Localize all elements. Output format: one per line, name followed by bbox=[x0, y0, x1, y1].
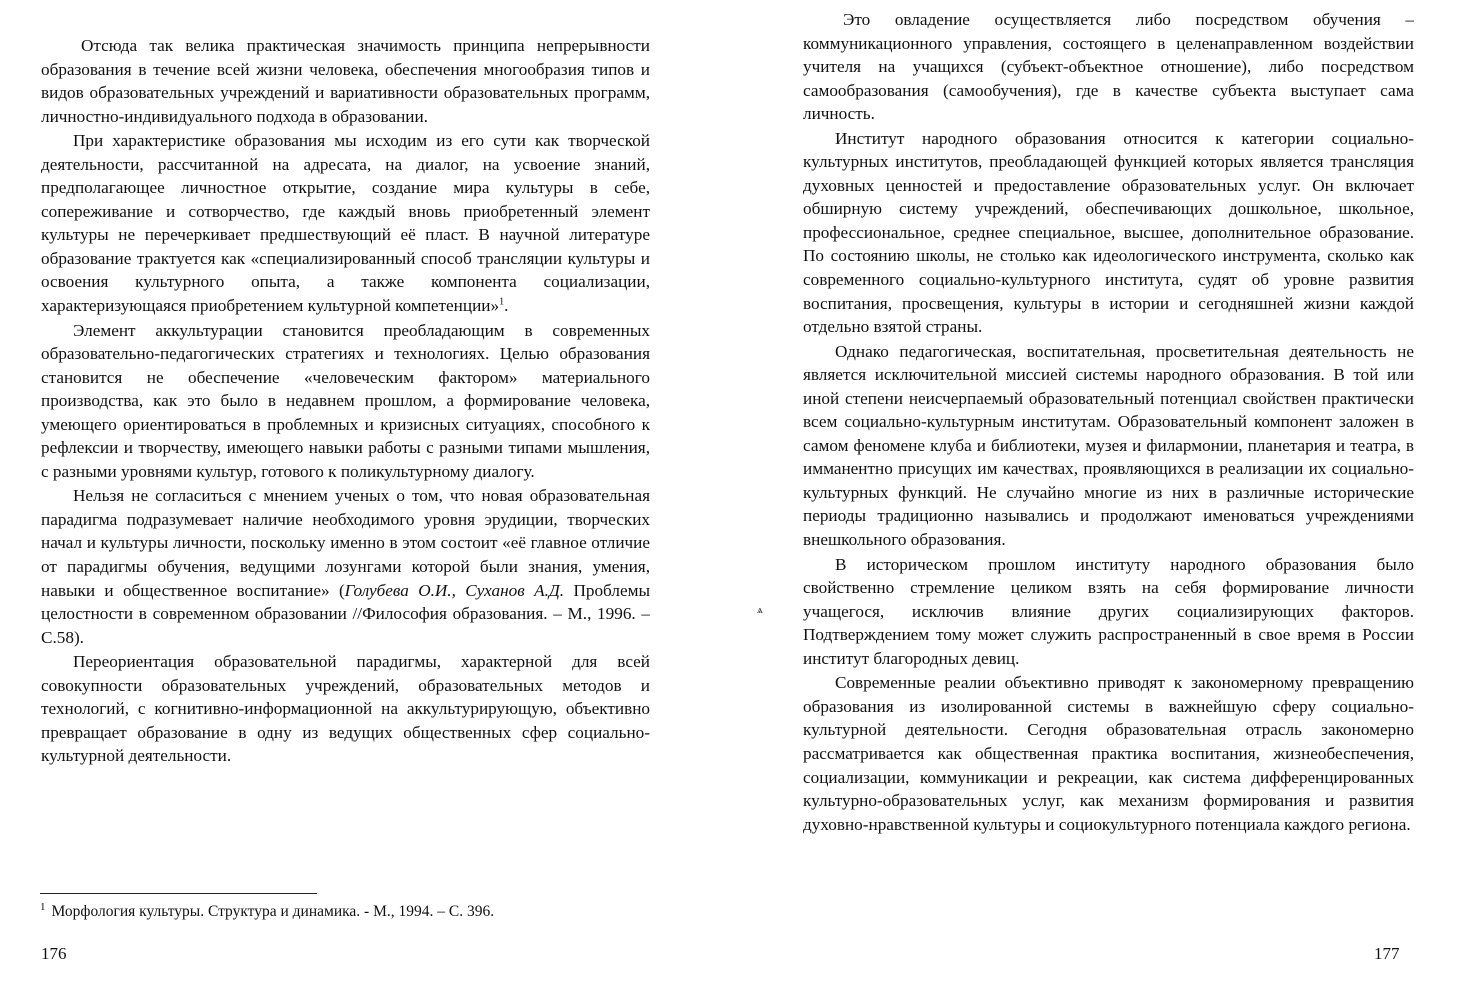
paragraph: Это овладение осуществляется либо посредством обучения – коммуникационного управления, состоящего в целенаправленном воздействии учителя на учащихся (субъект-объектное отношение), либо посредством самообразования (самообучения), где в качестве субъекта выступает сама личность. bbox=[803, 10, 1414, 124]
paragraph-end: . bbox=[504, 296, 509, 316]
right-page bbox=[735, 0, 1469, 985]
page-number: 177 bbox=[1374, 944, 1400, 963]
left-page-body bbox=[41, 34, 650, 769]
paragraph: Однако педагогическая, воспитательная, просветительная деятельность не является исключительной миссией системы народного образования. В той или иной степени неисчерпаемый образовательный потенциал свойствен практически всем социально-культурным институтам. Образовательный компонент заложен в самом феномене клуба и библиотеки, музея и филармонии, планетария и театра, в имманентно присущих им качествах, проявляющихся в реализации их социально-культурных функций. Не случайно многие из них в различные исторические периоды традиционно назывались и продолжают именоваться учреждениями внешкольного образования. bbox=[803, 341, 1414, 550]
paragraph: Нельзя не согласиться с мнением ученых о том, что новая образовательная парадигма подразумевает наличие необходимого уровня эрудиции, творческих начал и культуры личности, поскольку именно в этом состоит «её главное отличие от парадигмы обучения, ведущими лозунгами которой были знания, умения, навыки и общественное воспитание» (Голубева О.И., Суханов А.Д. Проблемы целостности в современном образовании //Философия образования. – М., 1996. – С.58). bbox=[41, 486, 650, 647]
citation-authors: Голубева О.И., Суханов А.Д. bbox=[344, 580, 565, 600]
paragraph: Отсюда так велика практическая значимость принципа непрерывности образования в течение всей жизни человека, обеспечения многообразия типов и видов образовательных учреждений и вариативности образовательных программ, личностно-индивидуального подхода в образовании. bbox=[41, 36, 650, 126]
paragraph: Элемент аккультурации становится преобладающим в современных образовательно-педагогических стратегиях и технологиях. Целью образования становится не обеспечение «человеческим фактором» материального производства, как это было в недавнем прошлом, а формирование человека, умеющего ориентироваться в проблемных и кризисных ситуациях, способного к рефлексии и творчеству, имеющего навыки работы с разными типами мышления, с разными уровнями культур, готового к поликультурному диалогу. bbox=[41, 320, 650, 481]
paragraph: Переориентация образовательной парадигмы, характерной для всей совокупности образовательных учреждений, образовательных методов и технологий, с когнитивно-информационной на аккультурирующую, объективно превращает образование в одну из ведущих общественных сфер социально-культурной деятельности. bbox=[41, 652, 650, 766]
right-page-body bbox=[803, 8, 1414, 837]
paragraph-text: При характеристике образования мы исходим из его сути как творческой деятельности, рассчитанной на адресата, на диалог, на усвоение знаний, предполагающее личностное открытие, создание мира культуры в себе, сопереживание и сотворчество, где каждый вновь приобретенный элемент культуры не перечеркивает предшествующий её пласт. В научной литературе образование трактуется как «специализированный способ трансляции культуры и освоения культурного опыта, а также компонента социализации, характеризующаяся приобретением культурной компетенции» bbox=[41, 131, 650, 316]
paragraph-text: Нельзя не согласиться с мнением ученых о том, что новая образовательная парадигма подразумевает наличие необходимого уровня эрудиции, творческих начал и культуры личности, поскольку именно в этом состоит «её главное отличие от парадигмы обучения, ведущими лозунгами которой были знания, умения, навыки и общественное воспитание» bbox=[41, 486, 650, 600]
footnote-divider bbox=[40, 893, 317, 894]
paragraph bbox=[41, 129, 650, 317]
footnote-reference: 1 bbox=[499, 296, 505, 308]
left-page bbox=[0, 0, 734, 985]
footnote-text: Морфология культуры. Структура и динамика. - М., 1994. – С. 396. bbox=[51, 903, 495, 920]
footnote-marker: 1 bbox=[40, 901, 46, 913]
citation-source: Проблемы целостности в современном образовании //Философия образования. – М., 1996. – С.58). bbox=[41, 580, 650, 647]
footnote bbox=[40, 902, 660, 923]
stray-mark: ѧ bbox=[757, 605, 763, 616]
paragraph: В историческом прошлом институту народного образования было свойственно стремление целиком взять на себя формирование личности учащегося, исключив влияние других социализирующих факторов. Подтверждением тому может служить распространенный в свое время в России институт благородных девиц. bbox=[803, 554, 1414, 668]
page-number: 176 bbox=[41, 944, 67, 963]
paragraph: Современные реалии объективно приводят к закономерному превращению образования из изолированной системы в важнейшую сферу социально-культурной деятельности. Сегодня образовательная отрасль закономерно рассматривается как общественная практика воспитания, жизнеобеспечения, социализации, коммуникации и рекреации, как система дифференцированных культурно-образовательных услуг, как механизм формирования и развития духовно-нравственной культуры и социокультурного потенциала каждого региона. bbox=[803, 673, 1414, 834]
paragraph: Институт народного образования относится к категории социально-культурных институтов, преобладающей функцией которых является трансляция духовных ценностей и предоставление образовательных услуг. Он включает обширную систему учреждений, обеспечивающих дошкольное, школьное, профессиональное, среднее специальное, высшее, дополнительное образование. По состоянию школы, не столько как идеологического инструмента, сколько как современного социально-культурного института, судят об уровне развития воспитания, просвещения, культуры в истории и сегодняшней жизни каждой отдельно взятой страны. bbox=[803, 128, 1414, 337]
